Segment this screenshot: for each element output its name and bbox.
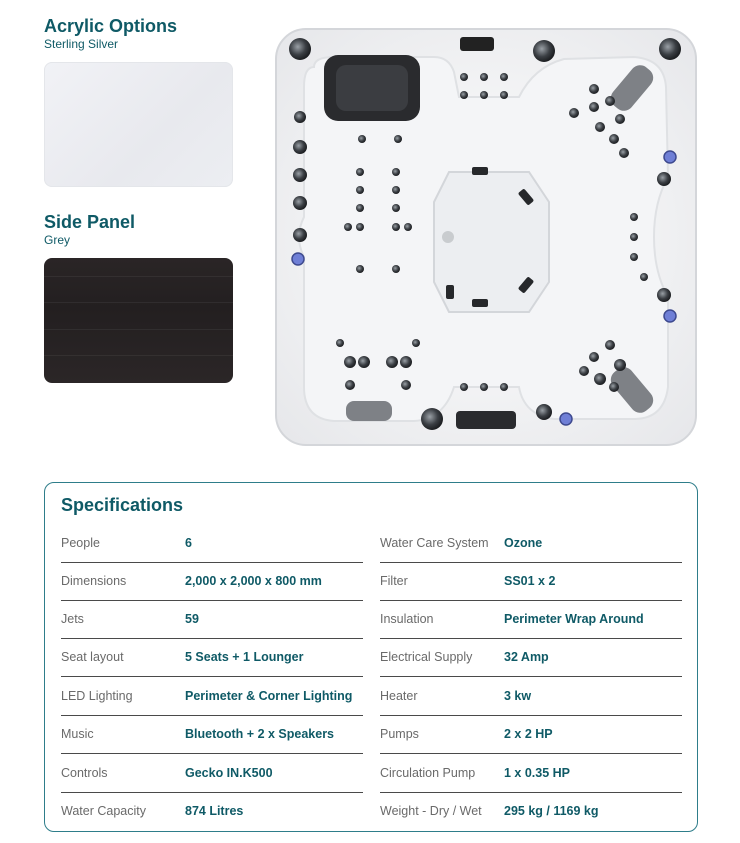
spec-value: 874 Litres <box>185 804 244 818</box>
led-light-icon <box>560 413 572 425</box>
filter-skimmer <box>456 411 516 429</box>
spec-value: 6 <box>185 536 192 550</box>
spec-label: Dimensions <box>61 574 127 588</box>
spec-value: 1 x 0.35 HP <box>504 766 571 780</box>
spec-label: Electrical Supply <box>380 650 473 664</box>
spec-value: Perimeter Wrap Around <box>504 612 644 626</box>
spec-row-jets <box>61 601 363 639</box>
spec-row-circulation-pump <box>380 755 682 793</box>
spec-row-insulation <box>380 601 682 639</box>
spec-row-heater <box>380 678 682 716</box>
side-panel-color-name: Grey <box>44 233 71 247</box>
spec-value: SS01 x 2 <box>504 574 556 588</box>
lounger-foot-pillow <box>346 401 392 421</box>
spec-label: Controls <box>61 766 108 780</box>
led-light-icon <box>292 253 304 265</box>
spec-row-people <box>61 525 363 563</box>
spec-label: Jets <box>61 612 84 626</box>
spec-row-led-lighting <box>61 678 363 716</box>
spec-value: 5 Seats + 1 Lounger <box>185 650 304 664</box>
spec-value: Bluetooth + 2 x Speakers <box>185 727 335 741</box>
spec-label: Circulation Pump <box>380 766 476 780</box>
spec-label: People <box>61 536 100 550</box>
spec-label: Heater <box>380 689 418 703</box>
spec-row-music <box>61 716 363 754</box>
spec-value: Perimeter & Corner Lighting <box>185 689 353 703</box>
spec-value: 2,000 x 2,000 x 800 mm <box>185 574 322 588</box>
spec-row-weight <box>380 793 682 831</box>
spec-row-seat-layout <box>61 639 363 677</box>
spec-label: Filter <box>380 574 408 588</box>
spec-label: Pumps <box>380 727 419 741</box>
spec-value: Gecko IN.K500 <box>185 766 273 780</box>
valve-knob-icon <box>536 404 552 420</box>
speaker-icon <box>533 40 555 62</box>
spec-label: Insulation <box>380 612 434 626</box>
led-light-icon <box>664 310 676 322</box>
corner-speaker-icon <box>659 38 681 60</box>
spec-label: LED Lighting <box>61 689 133 703</box>
spec-label: Music <box>61 727 94 741</box>
spec-row-pumps <box>380 716 682 754</box>
acrylic-color-name: Sterling Silver <box>44 37 119 51</box>
spec-value: 2 x 2 HP <box>504 727 553 741</box>
hot-tub-illustration <box>274 27 698 447</box>
spec-row-water-care <box>380 525 682 563</box>
side-panel-color-swatch <box>44 258 233 383</box>
acrylic-options-heading: Acrylic Options <box>44 16 178 36</box>
spec-row-water-capacity <box>61 793 363 831</box>
specifications-card <box>44 482 698 832</box>
spec-label: Water Care System <box>380 536 489 550</box>
spec-value: 59 <box>185 612 199 626</box>
hot-tub-top-view-image <box>274 27 698 447</box>
side-panel-heading: Side Panel <box>44 212 136 232</box>
corner-speaker-icon <box>289 38 311 60</box>
specifications-title: Specifications <box>61 495 184 515</box>
spec-value: 295 kg / 1169 kg <box>504 804 599 818</box>
spec-row-filter <box>380 563 682 601</box>
speaker-icon <box>421 408 443 430</box>
headrest-pillow-inner <box>336 65 408 111</box>
spec-row-electrical-supply <box>380 639 682 677</box>
acrylic-color-swatch <box>44 62 233 187</box>
spec-row-controls <box>61 755 363 793</box>
spec-label: Water Capacity <box>61 804 146 818</box>
led-light-icon <box>664 151 676 163</box>
spec-value: 32 Amp <box>504 650 549 664</box>
spec-value: Ozone <box>504 536 543 550</box>
spec-label: Seat layout <box>61 650 124 664</box>
spec-value: 3 kw <box>504 689 532 703</box>
spec-label: Weight - Dry / Wet <box>380 804 482 818</box>
spec-row-dimensions <box>61 563 363 601</box>
control-panel <box>460 37 494 51</box>
